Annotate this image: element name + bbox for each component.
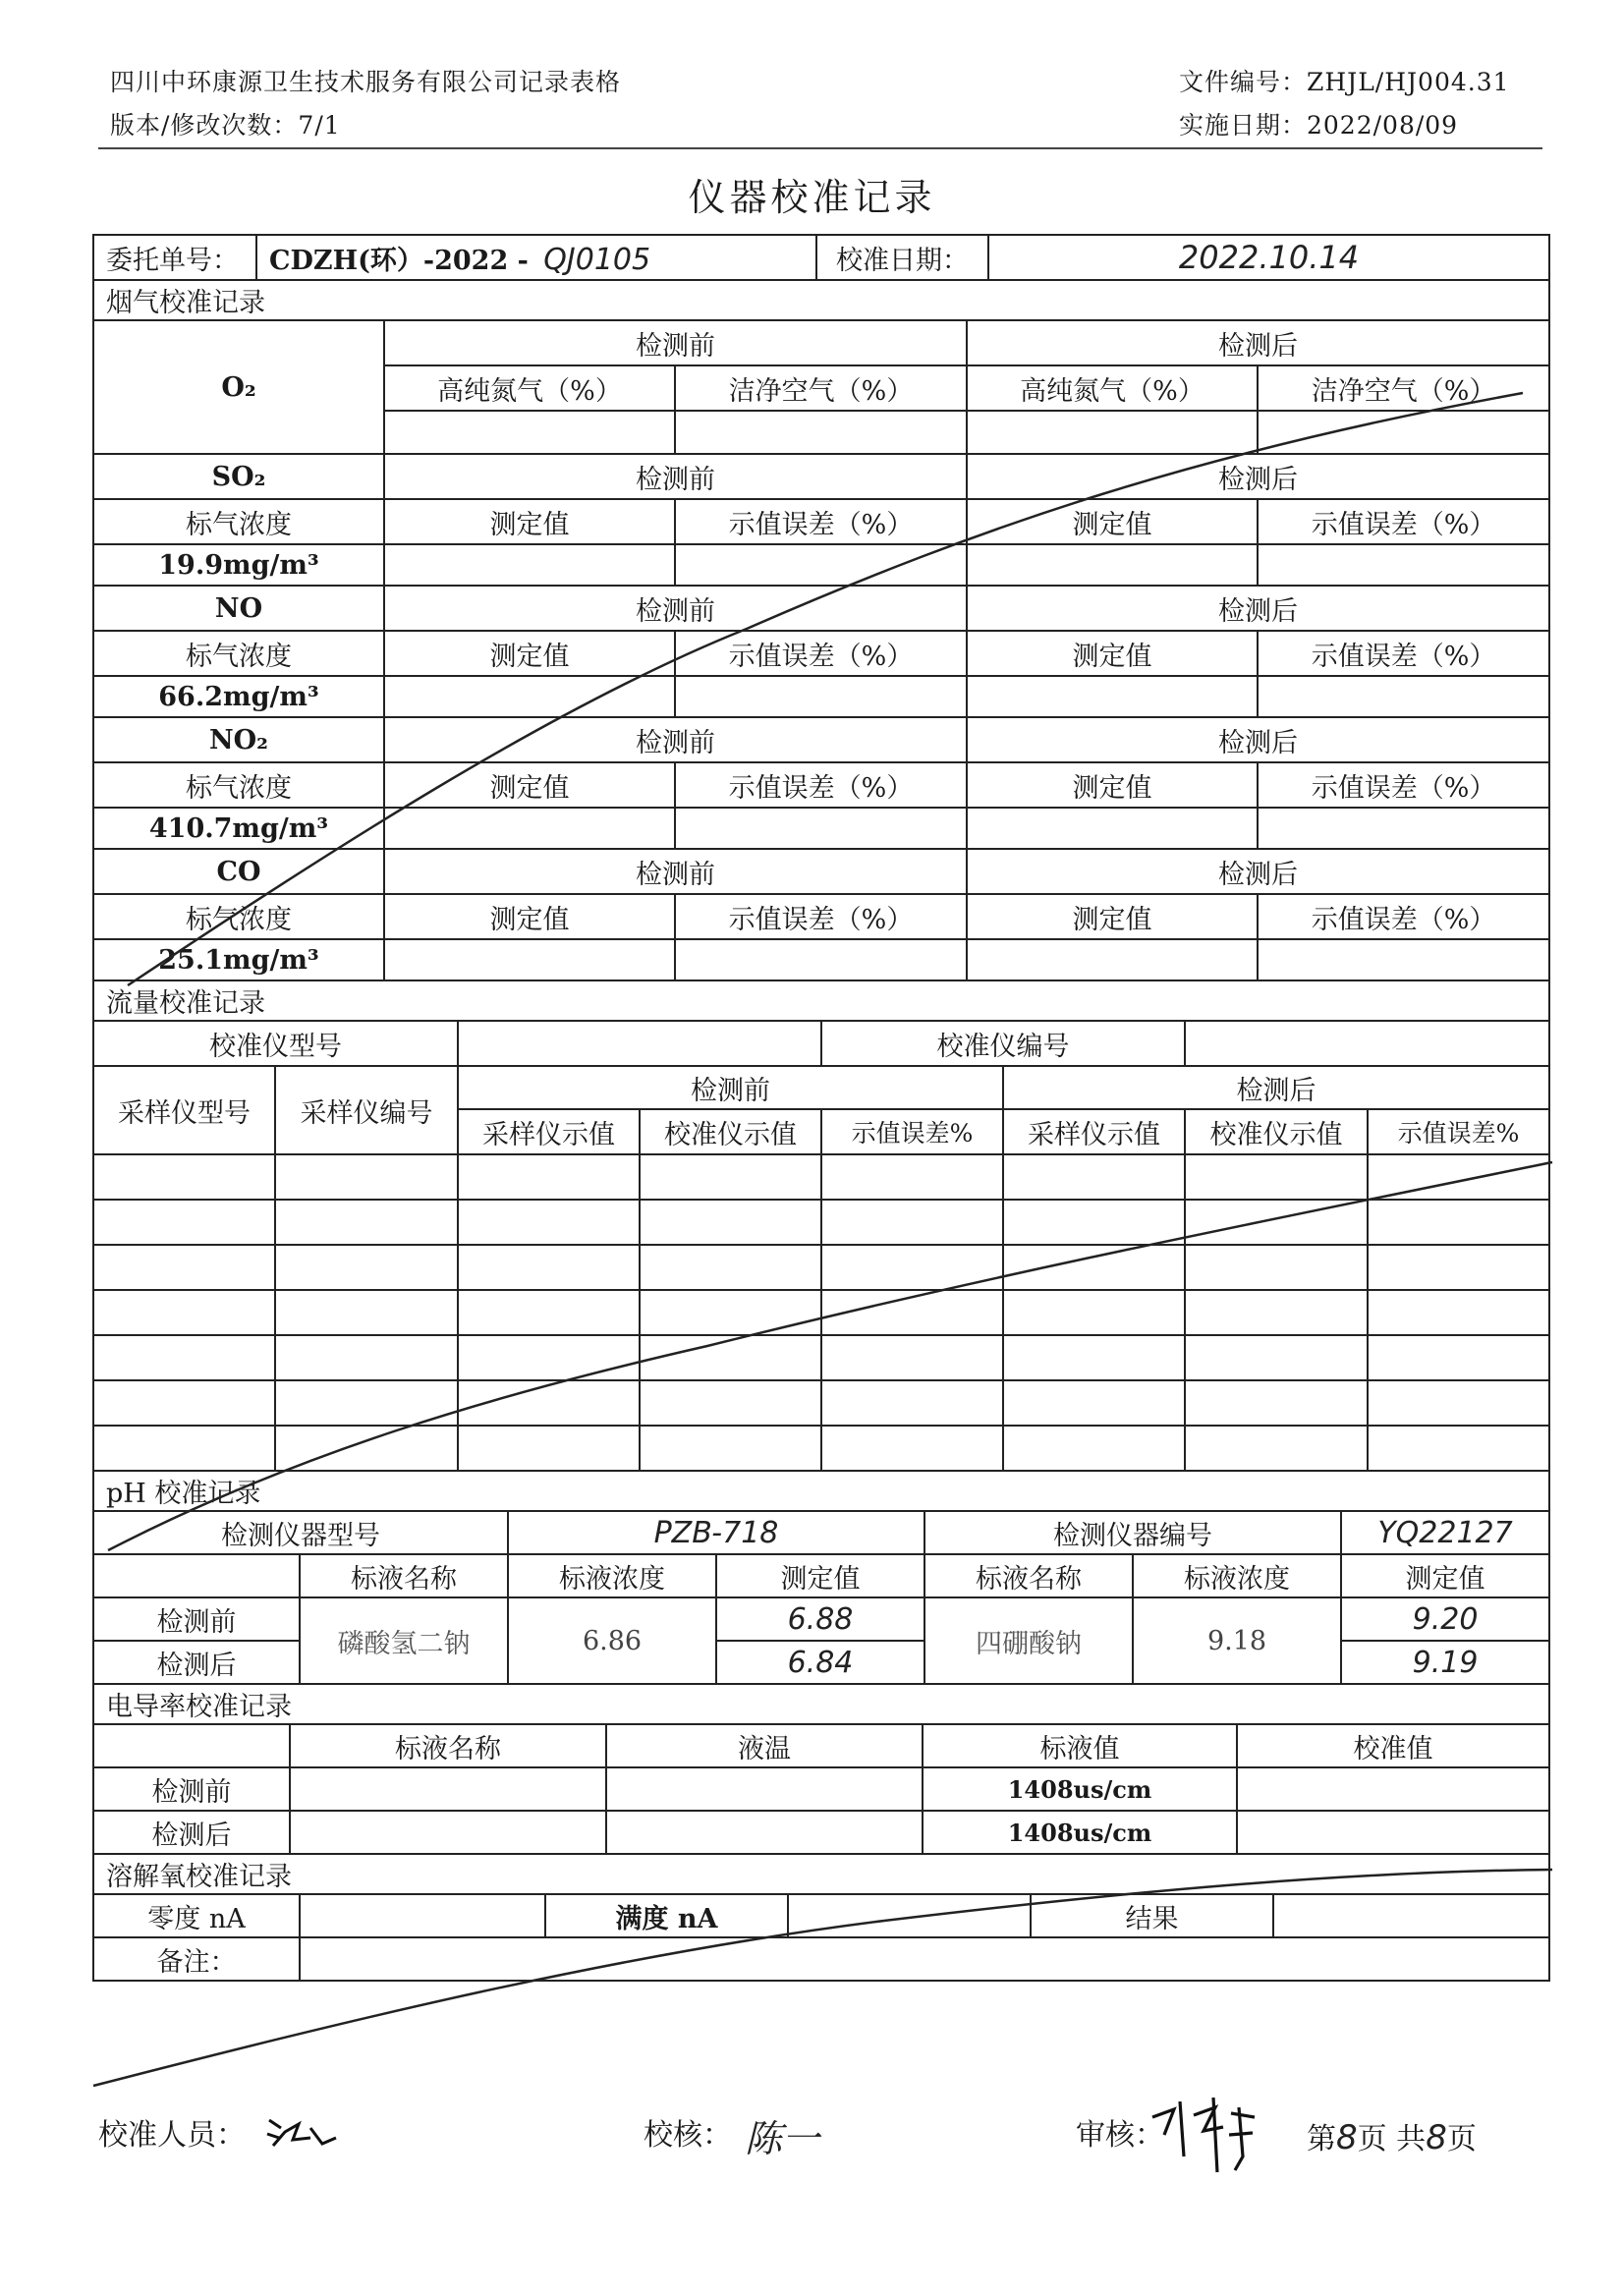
ph-std1-conc: 6.86 [508, 1597, 716, 1684]
calib-reading-before: 校准仪示值 [640, 1109, 821, 1154]
ph-std2-measured-header: 测定值 [1341, 1554, 1549, 1597]
no2-after: 检测后 [967, 717, 1549, 762]
sampler-reading-after: 采样仪示值 [1003, 1109, 1185, 1154]
do-zero-label: 零度 nA [93, 1894, 300, 1937]
version-label: 版本/修改次数：7/1 [110, 111, 341, 140]
page-title: 仪器校准记录 [688, 176, 936, 219]
no-conc: 66.2mg/m³ [93, 676, 384, 717]
no-after: 检测后 [967, 586, 1549, 631]
co-before: 检测前 [384, 849, 967, 894]
ph-std1-after: 6.84 [716, 1641, 924, 1684]
page-indicator [1307, 2114, 1477, 2157]
so2-after: 检测后 [967, 454, 1549, 499]
calibrator-signature [263, 2110, 342, 2152]
calib-date-value: 2022.10.14 [988, 235, 1549, 280]
flue-section-title: 烟气校准记录 [93, 280, 1549, 320]
cond-before-value: 1408us/cm [923, 1767, 1237, 1811]
ph-instr-model-label: 检测仪器型号 [93, 1511, 508, 1554]
co-label: CO [93, 849, 384, 894]
entrust-value: CDZH(环）-2022 - [269, 245, 529, 276]
cond-temp-header: 液温 [606, 1724, 923, 1767]
o2-n2-before: 高纯氮气（%） [384, 365, 675, 411]
no2-label: NO₂ [93, 717, 384, 762]
no-error-before: 示值误差（%） [675, 631, 967, 676]
ph-std1-measured-header: 测定值 [716, 1554, 924, 1597]
o2-n2-after: 高纯氮气（%） [967, 365, 1258, 411]
so2-std-label: 标气浓度 [93, 499, 384, 544]
flow-section-title: 流量校准记录 [93, 980, 1549, 1021]
ph-after-label: 检测后 [93, 1641, 300, 1684]
doc-number: 文件编号：ZHJL/HJ004.31 [1179, 68, 1510, 96]
no2-conc: 410.7mg/m³ [93, 808, 384, 849]
no-measured-after: 测定值 [967, 631, 1258, 676]
ph-std2-name: 四硼酸钠 [924, 1597, 1133, 1684]
o2-air-before: 洁净空气（%） [675, 365, 967, 411]
no2-measured-before: 测定值 [384, 762, 675, 808]
ph-std2-before: 9.20 [1341, 1597, 1549, 1641]
no-std-label: 标气浓度 [93, 631, 384, 676]
co-measured-after: 测定值 [967, 894, 1258, 939]
so2-measured-after: 测定值 [967, 499, 1258, 544]
no-label: NO [93, 586, 384, 631]
no2-error-after: 示值误差（%） [1258, 762, 1549, 808]
strike-line-flue [128, 393, 1523, 985]
cond-std-value-header: 标液值 [923, 1724, 1237, 1767]
ph-std1-conc-header: 标液浓度 [508, 1554, 716, 1597]
no2-before: 检测前 [384, 717, 967, 762]
o2-after: 检测后 [967, 320, 1549, 365]
do-result-label: 结果 [1031, 1894, 1273, 1937]
sampler-reading-before: 采样仪示值 [458, 1109, 640, 1154]
so2-label: SO₂ [93, 454, 384, 499]
calib-no-label: 校准仪编号 [821, 1021, 1185, 1066]
effective-date: 实施日期：2022/08/09 [1179, 111, 1459, 140]
strike-line-flow [108, 1162, 1552, 1550]
flow-after: 检测后 [1003, 1066, 1549, 1109]
entrust-label: 委托单号： [93, 235, 256, 280]
ph-std2-conc: 9.18 [1133, 1597, 1341, 1684]
error-after: 示值误差% [1368, 1109, 1549, 1154]
ph-std1-name: 磷酸氢二钠 [300, 1597, 508, 1684]
cond-std-name-header: 标液名称 [290, 1724, 606, 1767]
calib-model-label: 校准仪型号 [93, 1021, 458, 1066]
so2-error-after: 示值误差（%） [1258, 499, 1549, 544]
no-before: 检测前 [384, 586, 967, 631]
ph-section-title: pH 校准记录 [93, 1471, 1549, 1511]
page-suffix: 页 [1446, 2122, 1477, 2156]
sampler-no-label: 采样仪编号 [275, 1066, 458, 1154]
calibrator-label: 校准人员： [98, 2118, 246, 2153]
sampler-model-label: 采样仪型号 [93, 1066, 275, 1154]
so2-conc: 19.9mg/m³ [93, 544, 384, 586]
no2-std-label: 标气浓度 [93, 762, 384, 808]
co-error-before: 示值误差（%） [675, 894, 967, 939]
o2-before: 检测前 [384, 320, 967, 365]
reviewer-signature [1145, 2088, 1262, 2176]
ph-std1-before: 6.88 [716, 1597, 924, 1641]
no2-measured-after: 测定值 [967, 762, 1258, 808]
o2-label: O₂ [93, 320, 384, 454]
checker-label: 校核： [644, 2118, 732, 2153]
no-error-after: 示值误差（%） [1258, 631, 1549, 676]
cond-after-label: 检测后 [93, 1811, 290, 1854]
checker-signature: 陈一 [745, 2117, 820, 2160]
ph-instr-model-value: PZB-718 [508, 1511, 924, 1554]
calib-date-label: 校准日期： [816, 235, 988, 280]
co-conc: 25.1mg/m³ [93, 939, 384, 980]
flow-before: 检测前 [458, 1066, 1003, 1109]
co-measured-before: 测定值 [384, 894, 675, 939]
ph-std1-name-header: 标液名称 [300, 1554, 508, 1597]
ph-instr-no-label: 检测仪器编号 [924, 1511, 1341, 1554]
so2-before: 检测前 [384, 454, 967, 499]
cond-calib-value-header: 校准值 [1237, 1724, 1549, 1767]
so2-error-before: 示值误差（%） [675, 499, 967, 544]
co-after: 检测后 [967, 849, 1549, 894]
ph-std2-after: 9.19 [1341, 1641, 1549, 1684]
ph-std2-name-header: 标液名称 [924, 1554, 1133, 1597]
ph-before-label: 检测前 [93, 1597, 300, 1641]
error-before: 示值误差% [821, 1109, 1003, 1154]
entrust-handwritten: QJ0105 [543, 242, 651, 277]
do-full-label: 满度 nA [545, 1894, 788, 1937]
cond-after-value: 1408us/cm [923, 1811, 1237, 1854]
strike-line-bottom [93, 1870, 1552, 2086]
co-error-after: 示值误差（%） [1258, 894, 1549, 939]
page-total: 8 [1426, 2118, 1447, 2157]
calib-reading-after: 校准仪示值 [1185, 1109, 1368, 1154]
o2-air-after: 洁净空气（%） [1258, 365, 1549, 411]
do-section-title: 溶解氧校准记录 [93, 1854, 1549, 1894]
no-measured-before: 测定值 [384, 631, 675, 676]
ph-instr-no-value: YQ22127 [1341, 1511, 1549, 1554]
cond-section-title: 电导率校准记录 [93, 1684, 1549, 1724]
do-remark-label: 备注： [93, 1937, 300, 1981]
co-std-label: 标气浓度 [93, 894, 384, 939]
reviewer-label: 审核： [1076, 2118, 1164, 2153]
company-name: 四川中环康源卫生技术服务有限公司记录表格 [110, 68, 622, 96]
no2-error-before: 示值误差（%） [675, 762, 967, 808]
page-number: 8 [1336, 2118, 1358, 2157]
cond-before-label: 检测前 [93, 1767, 290, 1811]
page-middle: 页 共 [1357, 2122, 1427, 2156]
so2-measured-before: 测定值 [384, 499, 675, 544]
ph-std2-conc-header: 标液浓度 [1133, 1554, 1341, 1597]
page-prefix: 第 [1307, 2122, 1336, 2156]
